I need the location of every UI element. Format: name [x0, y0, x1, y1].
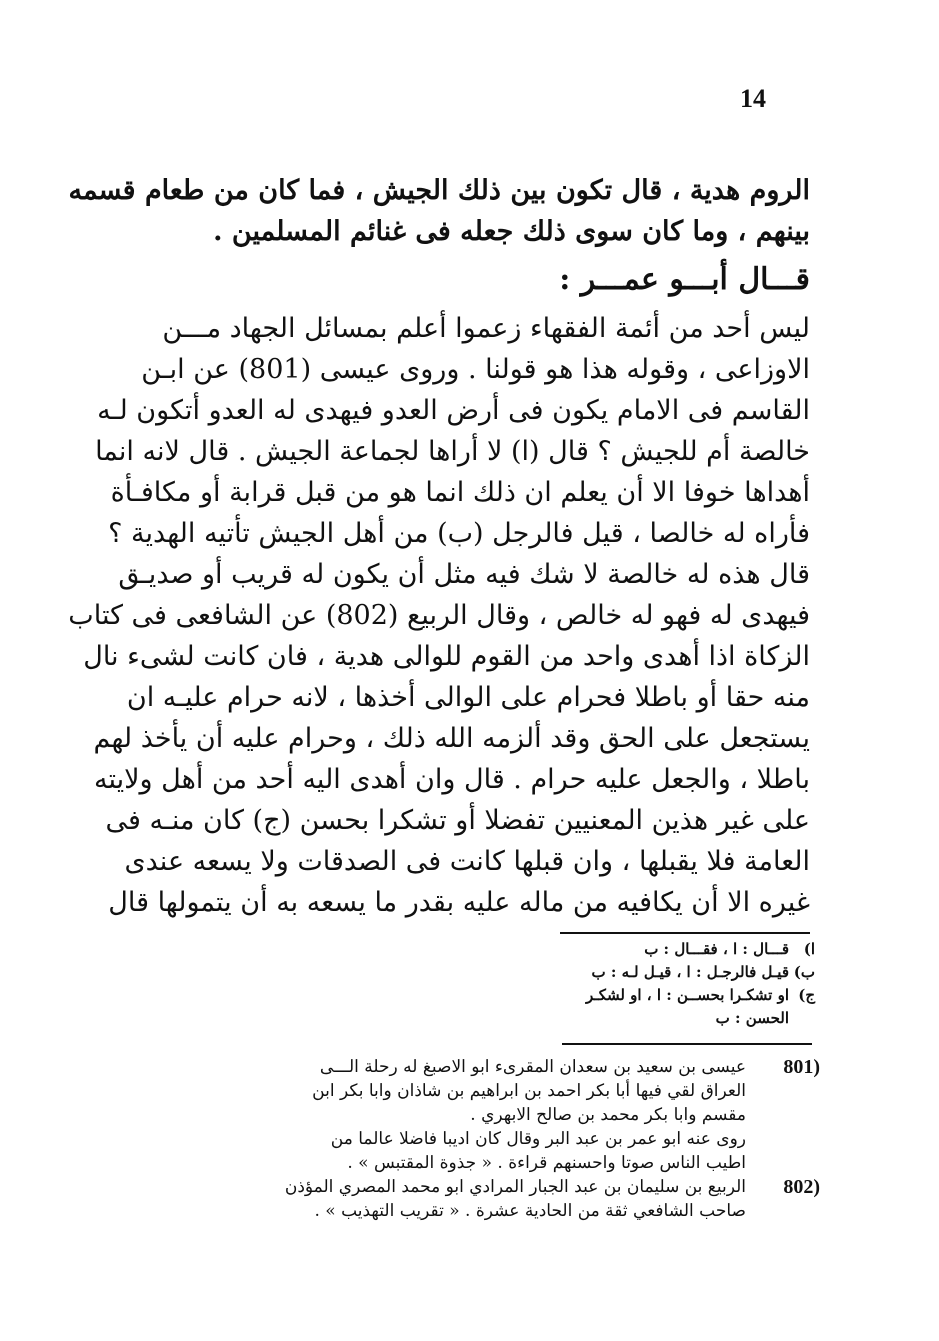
variant-mark: ا) [803, 940, 815, 958]
text-line: فيهدى له فهو له خالص ، وقال الربيع (802) عن الشافعى فى كتاب [68, 600, 810, 631]
text-line: العامة فلا يقبلها ، وان قبلها كانت فى الصدقات ولا يسعه عندى [124, 846, 810, 877]
text-line: غيره الا أن يكافيه من ماله عليه بقدر ما يسعه به أن يتمولها قال [108, 887, 810, 918]
note-body [130, 1055, 760, 1175]
page-number: 14 [740, 84, 766, 113]
text-line: ليس أحد من أئمة الفقهاء زعموا أعلم بمسائل الجهاد مـــن [162, 313, 810, 344]
biographical-notes [130, 1055, 820, 1223]
note-body [130, 1175, 760, 1223]
text-line: على غير هذين المعنيين تفضلا أو تشكرا بحسن (ج) كان منـه فى [105, 805, 810, 836]
text-line: القاسم فى الامام يكون فى أرض العدو فيهدى له العدو أتكون لـه [97, 395, 810, 426]
note-line: عيسى بن سعيد بن سعدان المقرىء ابو الاصبغ له رحلة الـــى [319, 1057, 746, 1077]
variant-readings [480, 938, 815, 1030]
variant-mark: ج) [798, 986, 815, 1004]
section-heading: قـــال أبـــو عمـــر : [559, 262, 810, 297]
variant-item [480, 961, 815, 984]
note-line: العراق لقي فيها أبا بكر احمد بن ابراهيم بن شاذان وابا بكر ابن [312, 1081, 746, 1101]
text-line: باطلا ، والجعل عليه حرام . قال وان أهدى اليه أحد من أهل ولايته [93, 764, 810, 795]
variant-text: الحسن : ب [715, 1009, 789, 1027]
text-line: بينهم ، وما كان سوى ذلك جعله فى غنائم المسلمين . [213, 216, 810, 247]
variant-item [480, 1007, 815, 1030]
note-item [130, 1055, 820, 1175]
text-line: قال هذه له خالصة لا شك فيه مثل أن يكون له قريب أو صديـق [118, 559, 810, 590]
note-line: صاحب الشافعي ثقة من الحادية عشرة . « تقريب التهذيب » . [314, 1201, 746, 1221]
note-line: الربيع بن سليمان بن عبد الجبار المرادي ابو محمد المصري المؤذن [284, 1177, 746, 1197]
text-line: الاوزاعى ، وقوله هذا هو قولنا . وروى عيسى (801) عن ابـن [141, 354, 810, 385]
text-line: يستجعل على الحق وقد ألزمه الله ذلك ، وحرام عليه أن يأخذ لهم [93, 723, 810, 754]
note-line: روى عنه ابو عمر بن عبد البر وقال كان اديبا فاضلا عالما من [330, 1129, 746, 1149]
notes-divider [562, 1043, 812, 1045]
variant-text: قـــال : ا ، فقـــال : ب [644, 940, 789, 958]
note-line: مقسم وابا بكر محمد بن صالح الابهري . [470, 1105, 746, 1125]
note-item [130, 1175, 820, 1223]
text-line: الروم هدية ، قال تكون بين ذلك الجيش ، فما كان من طعام قسمه [68, 175, 810, 206]
text-line: منه حقا أو باطلا فحرام على الوالى أخذها ، لانه حرام عليـه ان [126, 682, 810, 713]
note-number: 801) [783, 1056, 820, 1078]
variant-item [480, 938, 815, 961]
text-line: خالصة أم للجيش ؟ قال (ا) لا أراها لجماعة الجيش . قال لانه انما [95, 436, 810, 467]
note-line: اطيب الناس صوتا واحسنهم قراءة . « جذوة المقتبس » . [347, 1153, 746, 1173]
footnote-divider [560, 932, 810, 934]
variant-item [480, 984, 815, 1007]
variant-text: او تشكـرا بحســن : ا ، او لشكـر [586, 986, 789, 1004]
variant-mark: ب) [793, 963, 815, 981]
main-text [68, 170, 810, 923]
text-line: أهداها خوفا الا أن يعلم ان ذلك انما هو من قبل قرابة أو مكافـأة [110, 477, 810, 508]
text-line: الزكاة اذا أهدى واحد من القوم للوالى هدية ، فان كانت لشىء نال [83, 641, 810, 672]
note-number: 802) [783, 1176, 820, 1198]
variant-text: قيـل فالرجـل : ا ، قيـل لـه : ب [591, 963, 789, 981]
text-line: فأراه له خالصا ، قيل فالرجل (ب) من أهل الجيش تأتيه الهدية ؟ [108, 518, 810, 549]
